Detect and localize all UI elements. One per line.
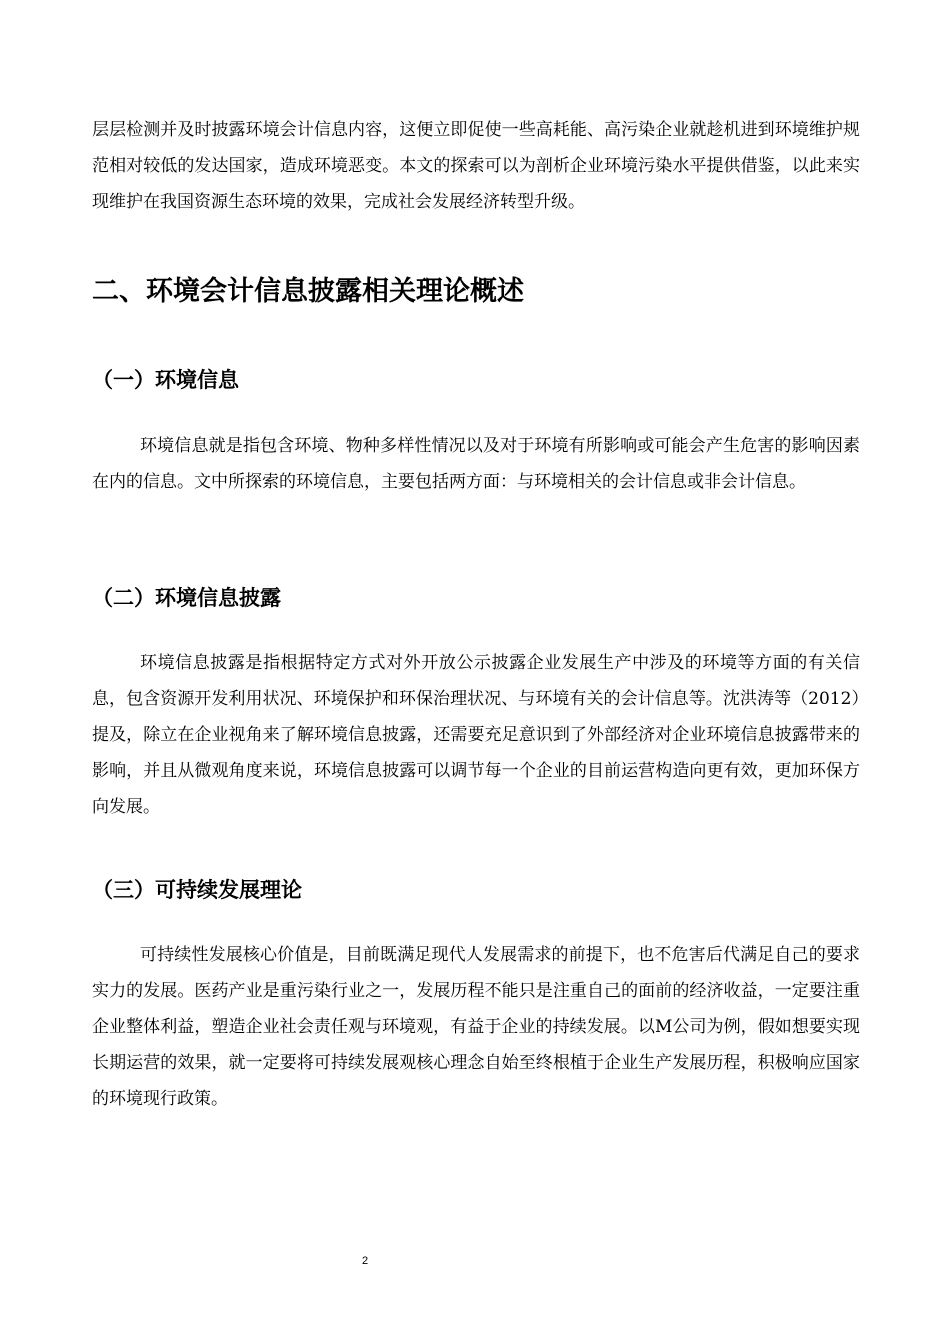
subsection-paragraph-1: 环境信息就是指包含环境、物种多样性情况以及对于环境有所影响或可能会产生危害的影响因素在内的信息。文中所探索的环境信息，主要包括两方面：与环境相关的会计信息或非会计信息。	[92, 436, 860, 492]
section-title: 二、环境会计信息披露相关理论概述	[92, 276, 524, 307]
subsection-title-2: （二）环境信息披露	[92, 586, 281, 610]
subsection-paragraph-2: 环境信息披露是指根据特定方式对外开放公示披露企业发展生产中涉及的环境等方面的有关信息，包含资源开发利用状况、环境保护和环保治理状况、与环境有关的会计信息等。沈洪涛等（2012）提及，除立在企业视角来了解环境信息披露，还需要充足意识到了外部经济对企业环境信息披露带来的影响，并且从微观角度来说，环境信息披露可以调节每一个企业的目前运营构造向更有效，更加环保方向发展。	[92, 653, 860, 817]
page-number: 2	[361, 1255, 369, 1267]
subsection-title-1: （一）环境信息	[92, 368, 239, 392]
intro-paragraph: 层层检测并及时披露环境会计信息内容，这便立即促使一些高耗能、高污染企业就趁机进到环境维护规范相对较低的发达国家，造成环境恶变。本文的探索可以为剖析企业环境污染水平提供借鉴，以此来实现维护在我国资源生态环境的效果，完成社会发展经济转型升级。	[92, 120, 860, 212]
subsection-paragraph-3: 可持续性发展核心价值是，目前既满足现代人发展需求的前提下，也不危害后代满足自己的要求实力的发展。医药产业是重污染行业之一，发展历程不能只是注重自己的面前的经济收益，一定要注重企业整体利益，塑造企业社会责任观与环境观，有益于企业的持续发展。以M公司为例，假如想要实现长期运营的效果，就一定要将可持续发展观核心理念自始至终根植于企业生产发展历程，积极响应国家的环境现行政策。	[92, 945, 860, 1109]
subsection-title-3: （三）可持续发展理论	[92, 878, 302, 902]
